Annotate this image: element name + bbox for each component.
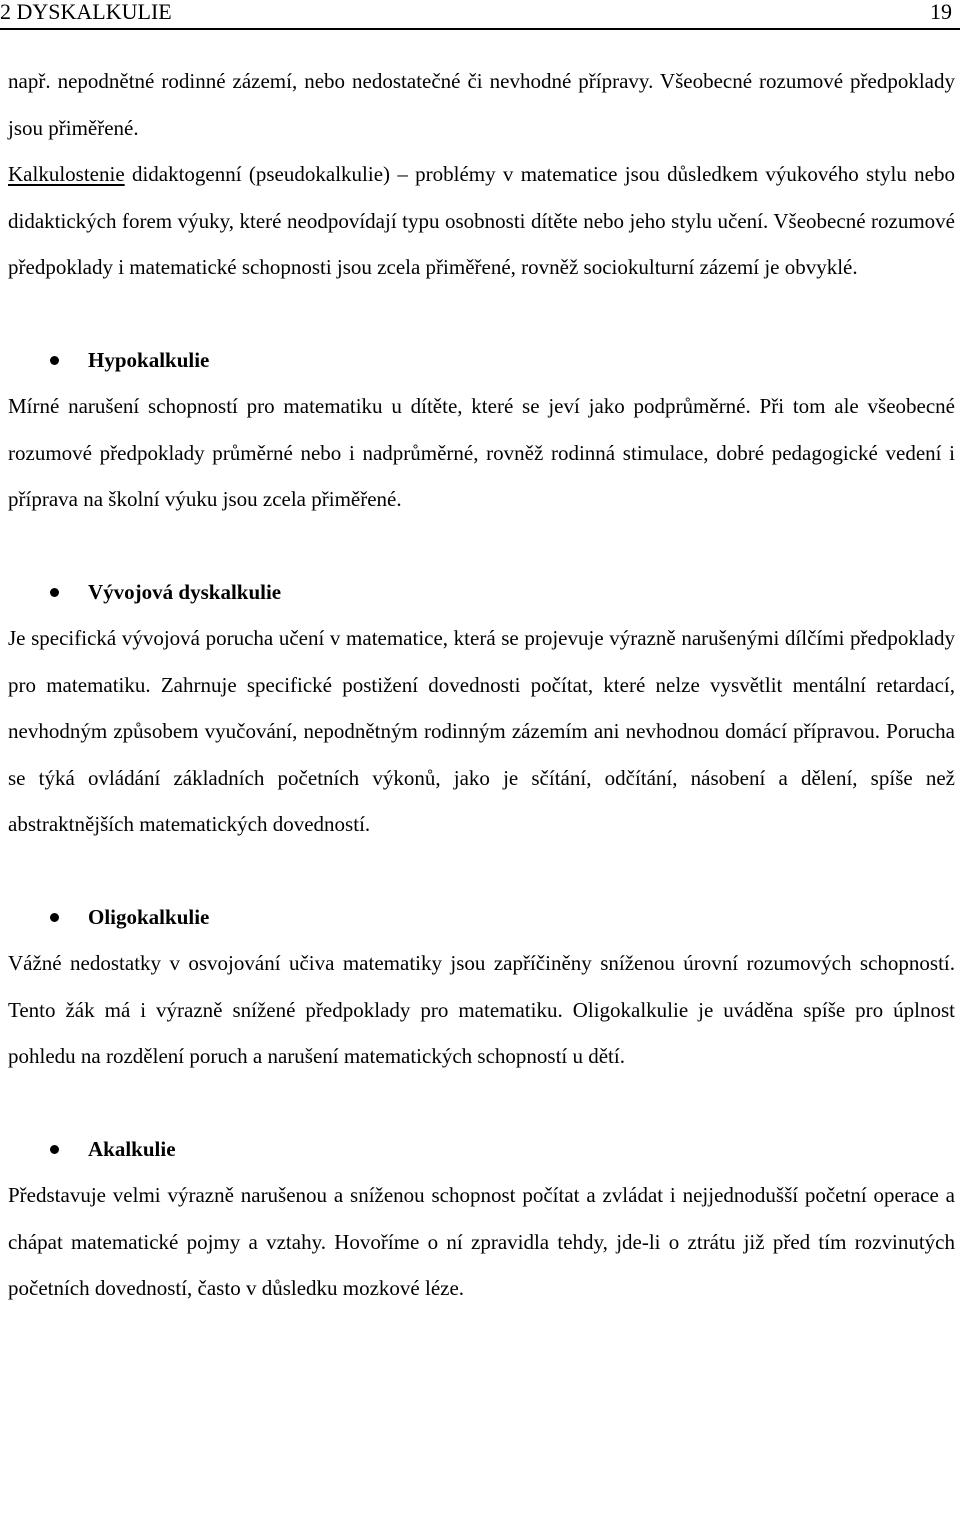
section-spacer (8, 291, 955, 337)
page-number: 19 (930, 0, 952, 24)
intro-continuation-paragraph: např. nepodnětné rodinné zázemí, nebo nedostatečné či nevhodné přípravy. Všeobecné rozumové předpoklady jsou přiměřené. (8, 69, 955, 140)
chapter-title: 2 DYSKALKULIE (0, 0, 172, 24)
kalkulostenie-text: didaktogenní (pseudokalkulie) – problémy v matematice jsou důsledkem výukového stylu nebo didaktických forem výuky, které neodpovídají typu osobnosti dítěte nebo jeho stylu učení. Všeobecné rozumové předpoklady i matematické schopnosti jsou zcela přiměřené, rovněž sociokulturní zázemí je obvyklé. (8, 162, 955, 279)
section-heading-hypokalkulie (8, 337, 955, 384)
section-spacer (8, 848, 955, 894)
section-text-hypokalkulie: Mírné narušení schopností pro matematiku u dítěte, které se jeví jako podprůměrné. Při tom ale všeobecné rozumové předpoklady průměrné nebo i nadprůměrné, rovněž rodinná stimulace, dobré pedagogické vedení i příprava na školní výuku jsou zcela přiměřené. (8, 394, 955, 511)
header-rule (0, 28, 960, 30)
section-title: Oligokalkulie (88, 904, 210, 929)
section-title: Hypokalkulie (88, 347, 210, 372)
kalkulostenie-paragraph (8, 151, 955, 291)
bullet-icon (50, 913, 59, 922)
bullet-icon (50, 1145, 59, 1154)
section-spacer (8, 1080, 955, 1126)
running-header (0, 0, 960, 24)
section-title: Vývojová dyskalkulie (88, 579, 282, 604)
bullet-icon (50, 588, 59, 597)
section-text-akalkulie: Představuje velmi výrazně narušenou a sníženou schopnost počítat a zvládat i nejjednodušší početní operace a chápat matematické pojmy a vztahy. Hovoříme o ní zpravidla tehdy, jde-li o ztrátu již před tím rozvinutých početních dovedností, často v důsledku mozkové léze. (8, 1183, 955, 1300)
bullet-icon (50, 356, 59, 365)
section-text-vyvojova-dyskalkulie: Je specifická vývojová porucha učení v matematice, která se projevuje výrazně narušenými dílčími předpoklady pro matematiku. Zahrnuje specifické postižení dovednosti počítat, které nelze vysvětlit mentální retardací, nevhodným způsobem vyučování, nepodnětným rodinným zázemím ani nevhodnou domácí přípravou. Porucha se týká ovládání základních početních výkonů, jako je sčítání, odčítání, násobení a dělení, spíše než abstraktnějších matematických dovedností. (8, 626, 955, 836)
section-heading-akalkulie (8, 1126, 955, 1173)
section-text-oligokalkulie: Vážné nedostatky v osvojování učiva matematiky jsou zapříčiněny sníženou úrovní rozumových schopností. Tento žák má i výrazně snížené předpoklady pro matematiku. Oligokalkulie je uváděna spíše pro úplnost pohledu na rozdělení poruch a narušení matematických schopností u dětí. (8, 951, 955, 1068)
section-heading-oligokalkulie (8, 894, 955, 941)
section-heading-vyvojova-dyskalkulie (8, 569, 955, 616)
section-spacer (8, 523, 955, 569)
kalkulostenie-term: Kalkulostenie (8, 162, 125, 186)
section-title: Akalkulie (88, 1136, 176, 1161)
page-body (8, 58, 955, 1312)
